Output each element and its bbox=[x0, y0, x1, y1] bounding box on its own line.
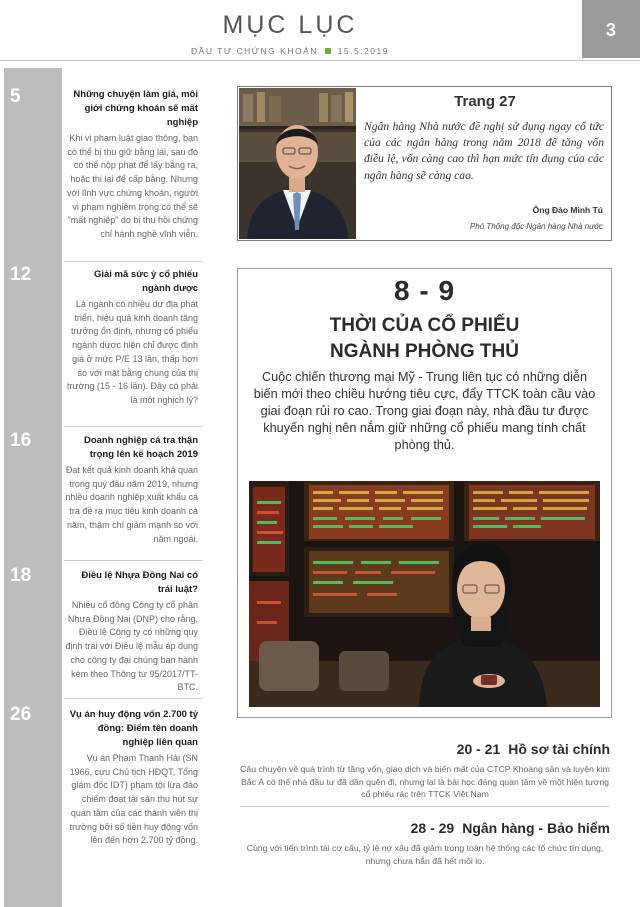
feature-box[interactable] bbox=[237, 268, 612, 718]
person-title: Phó Thống đốc Ngân hàng Nhà nước bbox=[469, 222, 603, 231]
toc-headline: Điều lệ Nhựa Đồng Nai có trái luật? bbox=[81, 570, 198, 595]
header-divider bbox=[0, 60, 640, 61]
toc-summary: Khi vi phạm luật giao thông, bạn có thể bị thu giữ bằng lái, sau đó có thể nộp phạt để lấy bằng ra, hoặc thi lại để cấp bằng. Nhưng với lĩnh vực chứng khoán, người vi phạm nghiêm trọng có thể sẽ "mất nghiệp" do bị thu hồi chứng chỉ hành nghề vĩnh viễn. bbox=[67, 133, 198, 239]
toc-headline: Giải mã sức ỳ cổ phiếu ngành dược bbox=[93, 269, 198, 294]
toc-headline: Những chuyện làm giá, môi giới chứng khoán sẽ mất nghiệp bbox=[73, 89, 198, 128]
publication-line bbox=[0, 46, 580, 56]
toc-divider bbox=[64, 698, 202, 699]
toc-summary: Vụ án Phạm Thanh Hải (SN 1966, cựu Chủ tịch HĐQT, Tổng giám đốc IDT) phạm tội lừa đảo chiếm đoạt tài sản thu hút sự quan tâm của các thành viên thị trường bởi số tiền huy động vốn lên đến hơn 2.700 tỷ đồng. bbox=[69, 753, 198, 846]
feature-title-line1: THỜI CỦA CỔ PHIẾU bbox=[329, 315, 520, 336]
toc-divider bbox=[64, 261, 202, 262]
section-description: Câu chuyện về quá trình từ tăng vốn, giao dịch và biến mất của CTCP Khoáng sản và luyện kim Bắc Á có thể nhà đầu tư đã dần quên đi, nhưng lại là bài học đáng quan tâm về một hiện tượng cổ phiếu rác trên TTCK Việt Nam bbox=[240, 764, 610, 799]
section-heading bbox=[240, 741, 610, 757]
section-ngan-hang-bao-hiem[interactable] bbox=[240, 820, 610, 867]
section-title: MỤC LỤC bbox=[222, 11, 358, 39]
feature-pages: 8 - 9 bbox=[393, 275, 456, 306]
section-title: Ngân hàng - Bảo hiểm bbox=[462, 820, 610, 836]
sidebar-gray-bar bbox=[4, 68, 62, 907]
section-pages: 28 - 29 bbox=[410, 820, 455, 836]
green-square-icon bbox=[325, 48, 331, 54]
toc-page-number: 12 bbox=[10, 264, 32, 285]
toc-summary: Nhiều cổ đông Công ty cổ phần Nhựa Đồng Nai (DNP) cho rằng, Điều lệ Công ty có những quy định trái với Điều lệ mẫu áp dụng cho công ty đại chúng ban hành kèm theo Thông tư 95/2017/TT-BTC. bbox=[65, 600, 198, 693]
page-number-badge: 3 bbox=[582, 0, 640, 58]
toc-summary: Là ngành có nhiều dư địa phát triển, hiệu quả kinh doanh tăng trưởng ổn định, nhưng cổ phiếu ngành dược hiện chỉ được định giá ở mức P/E 13 lần, thấp hơn so với mặt bằng chung của thị trường (15 - 16 lần). Đây có phải là một nghịch lý? bbox=[67, 299, 198, 405]
publication-name: ĐẦU TƯ CHỨNG KHOÁN bbox=[191, 46, 318, 56]
feature-title bbox=[238, 313, 611, 365]
person-name: Ông Đào Minh Tú bbox=[532, 205, 603, 215]
toc-page-number: 26 bbox=[10, 704, 32, 725]
toc-page-number: 16 bbox=[10, 430, 32, 451]
toc-page-number: 18 bbox=[10, 565, 32, 586]
section-description: Cùng với tiến trình tái cơ cấu, tỷ lệ nợ xấu đã giảm trong toàn hệ thống các tổ chức tín dụng, nhưng chưa hẳn đã hết mối lo. bbox=[246, 843, 604, 866]
issue-date: 15.5.2019 bbox=[337, 46, 389, 56]
toc-sidebar bbox=[4, 68, 202, 907]
toc-headline: Doanh nghiệp cá tra thận trọng lên kế hoạch 2019 bbox=[83, 435, 198, 460]
toc-divider bbox=[64, 426, 202, 427]
toc-headline: Vụ án huy động vốn 2.700 tỷ đồng: Điểm tên doanh nghiệp liên quan bbox=[69, 709, 198, 748]
feature-description: Cuộc chiến thương mại Mỹ - Trung liên tục có những diễn biến mới theo chiều hướng tiêu cực, đẩy TTCK toàn cầu vào giai đoạn rủi ro cao. Trong giai đoạn này, nhà đầu tư được khuyến nghị nên nắm giữ những cổ phiếu mang tính chất phòng thủ. bbox=[253, 370, 596, 452]
section-title: Hồ sơ tài chính bbox=[508, 741, 610, 757]
section-divider bbox=[240, 806, 610, 807]
stock-market-photo bbox=[249, 481, 600, 707]
toc-summary: Đạt kết quả kinh doanh khả quan trong quý đầu năm 2019, nhưng nhiều doanh nghiệp xuất khẩu cá tra đề ra mục tiêu kinh doanh cả năm, thậm chí giảm mạnh so với năm ngoái. bbox=[65, 465, 198, 544]
page-header bbox=[0, 0, 640, 62]
section-heading bbox=[240, 820, 610, 836]
toc-divider bbox=[64, 560, 202, 561]
highlight-quote: Ngân hàng Nhà nước đề nghị sử dụng ngay cổ tức của các ngân hàng trong năm 2018 để tăng vốn điều lệ, vốn càng cao thì hạn mức tín dụng của các ngân hàng sẽ càng cao. bbox=[364, 120, 604, 182]
feature-title-line2: NGÀNH PHÒNG THỦ bbox=[330, 341, 519, 362]
section-pages: 20 - 21 bbox=[456, 741, 501, 757]
section-ho-so-tai-chinh[interactable] bbox=[240, 741, 610, 801]
highlight-page-label: Trang 27 bbox=[454, 93, 516, 110]
toc-page-number: 5 bbox=[10, 86, 21, 107]
quote-box[interactable] bbox=[237, 86, 612, 241]
portrait-photo bbox=[239, 88, 356, 239]
